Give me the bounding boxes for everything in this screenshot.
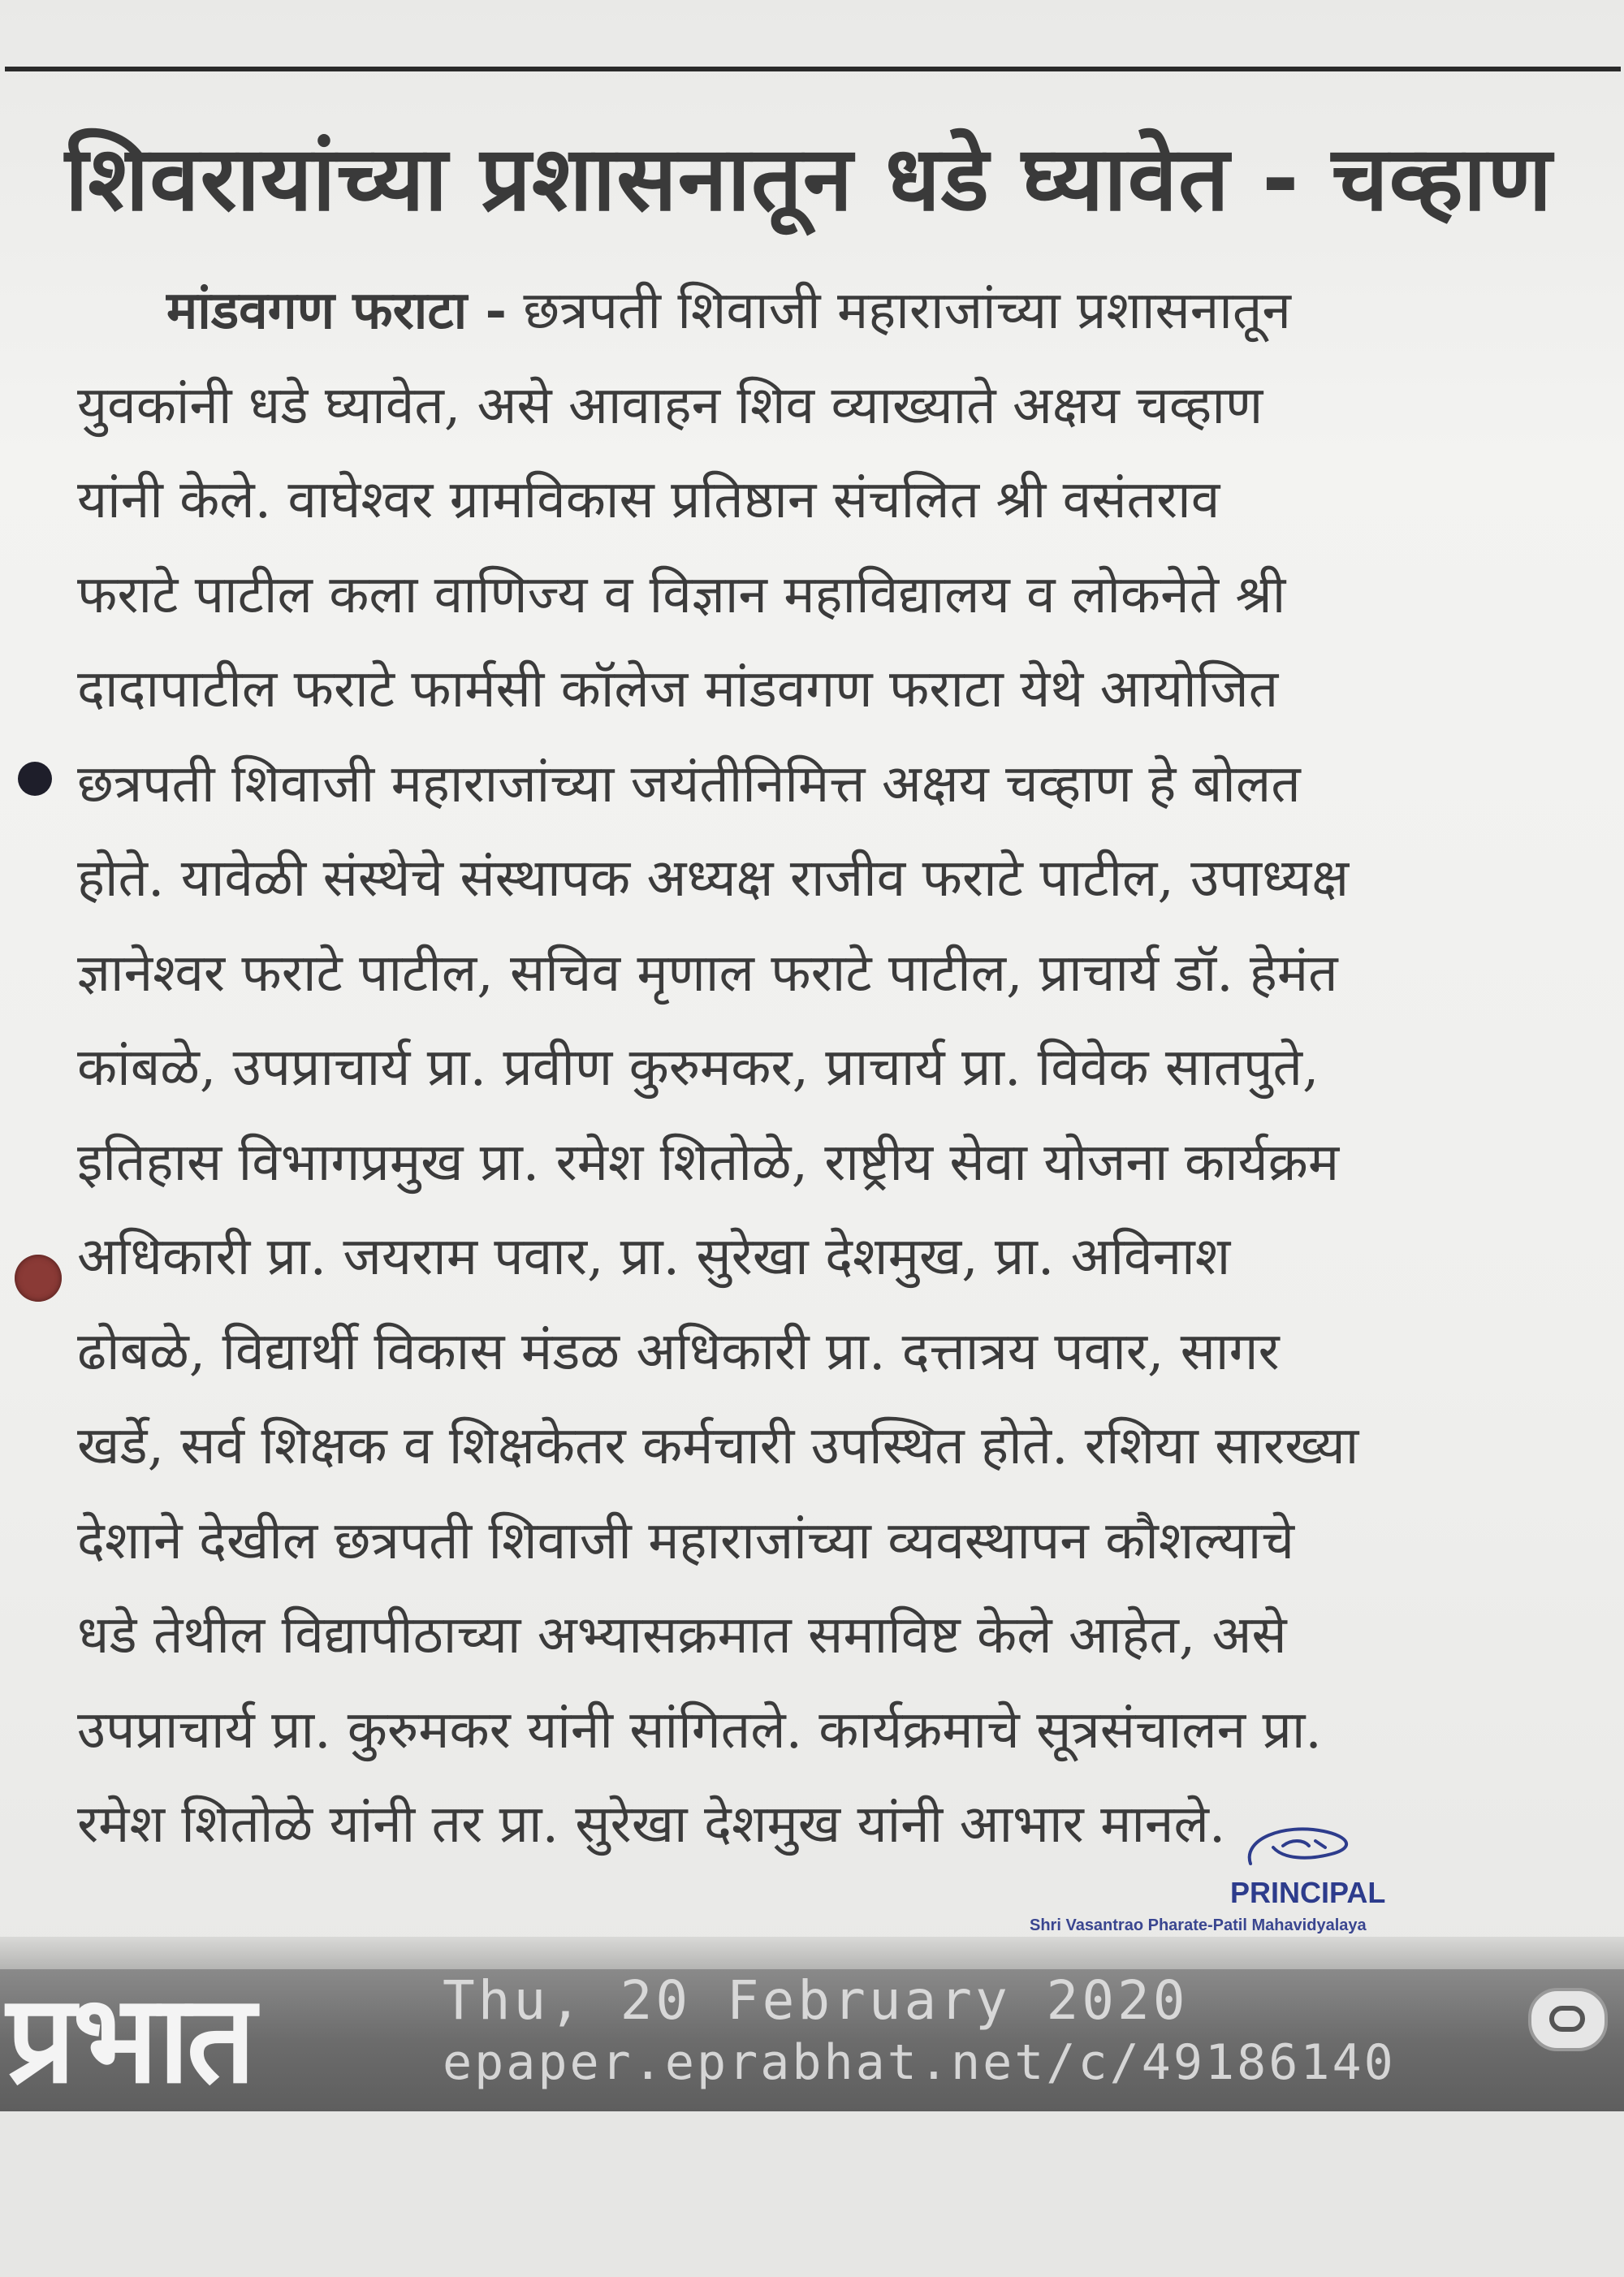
article-body <box>77 264 1563 1873</box>
article-line: होते. यावेळी संस्थेचे संस्थापक अध्यक्ष राजीव फराटे पाटील, उपाध्यक्ष <box>77 849 1350 909</box>
epaper-link[interactable]: epaper.eprabhat.net/c/49186140 <box>443 2034 1396 2091</box>
article-line: धडे तेथील विद्यापीठाच्या अभ्यासक्रमात समाविष्ट केले आहेत, असे <box>77 1605 1287 1666</box>
article-line: छत्रपती शिवाजी महाराजांच्या जयंतीनिमित्त अक्षय चव्हाण हे बोलत <box>77 754 1301 814</box>
article-line: उपप्राचार्य प्रा. कुरुमकर यांनी सांगितले. कार्यक्रमाचे सूत्रसंचालन प्रा. <box>77 1700 1322 1761</box>
article-line: इतिहास विभागप्रमुख प्रा. रमेश शितोळे, राष्ट्रीय सेवा योजना कार्यक्रम <box>77 1132 1340 1193</box>
punch-hole <box>15 1255 62 1302</box>
article-line: ढोबळे, विद्यार्थी विकास मंडळ अधिकारी प्रा. दत्तात्रय पवार, सागर <box>77 1321 1280 1382</box>
article-line: मांडवगण फराटा - छत्रपती शिवाजी महाराजांच्या प्रशासनातून <box>166 280 1291 341</box>
top-rule <box>5 67 1621 71</box>
article-line: कांबळे, उपप्राचार्य प्रा. प्रवीण कुरुमकर, प्राचार्य प्रा. विवेक सातपुते, <box>77 1038 1320 1098</box>
stamp-title: PRINCIPAL <box>1230 1876 1386 1909</box>
article-line: युवकांनी धडे घ्यावेत, असे आवाहन शिव व्याख्याते अक्षय चव्हाण <box>77 375 1263 436</box>
footer-strip <box>0 1937 1624 1969</box>
article-line: देशाने देखील छत्रपती शिवाजी महाराजांच्या व्यवस्थापन कौशल्याचे <box>77 1510 1294 1571</box>
article-line: यांनी केले. वाघेश्वर ग्रामविकास प्रतिष्ठान संचलित श्री वसंतराव <box>77 470 1220 530</box>
headline: शिवरायांच्या प्रशासनातून धडे घ्यावेत - चव्हाण <box>65 127 1553 231</box>
article-line: रमेश शितोळे यांनी तर प्रा. सुरेखा देशमुख यांनी आभार मानले. <box>77 1795 1226 1855</box>
page-bottom <box>0 2111 1624 2277</box>
article-line: अधिकारी प्रा. जयराम पवार, प्रा. सुरेखा देशमुख, प्रा. अविनाश <box>77 1227 1231 1287</box>
article-line: दादापाटील फराटे फार्मसी कॉलेज मांडवगण फराटा येथे आयोजित <box>77 659 1279 719</box>
article-line: ज्ञानेश्वर फराटे पाटील, सचिव मृणाल फराटे पाटील, प्राचार्य डॉ. हेमंत <box>77 943 1338 1004</box>
article-line: खर्डे, सर्व शिक्षक व शिक्षकेतर कर्मचारी उपस्थित होते. रशिया सारख्या <box>77 1416 1359 1476</box>
stamp-line: Shri Vasantrao Pharate-Patil Mahavidyalaya <box>1030 1916 1367 1934</box>
newspaper-logo: प्रभात <box>6 1969 253 2111</box>
edition-date: Thu, 20 February 2020 <box>443 1969 1189 2032</box>
punch-hole <box>18 762 52 796</box>
article-line: फराटे पाटील कला वाणिज्य व विज्ञान महाविद्यालय व लोकनेते श्री <box>77 564 1286 625</box>
eye-icon <box>1528 1988 1608 2051</box>
dateline: मांडवगण फराटा - <box>166 280 508 341</box>
